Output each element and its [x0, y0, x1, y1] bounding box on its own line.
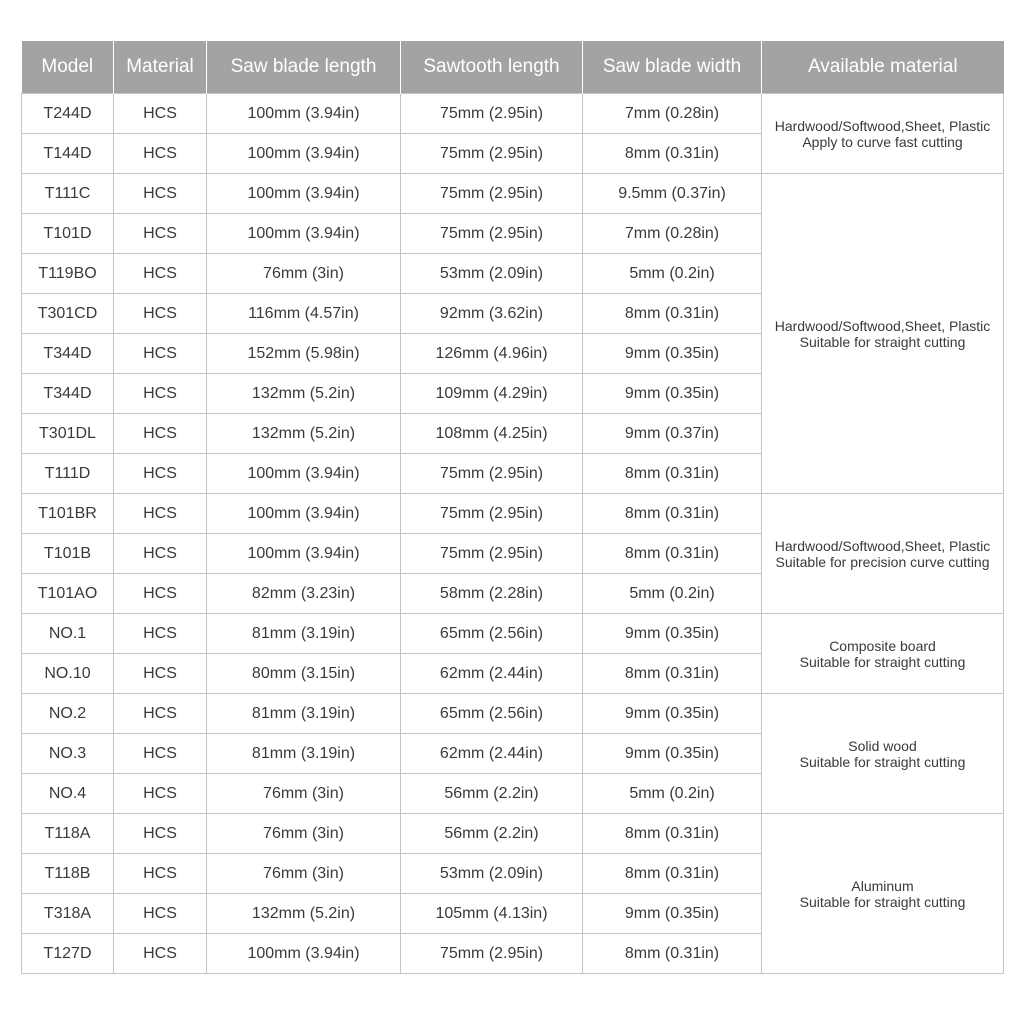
table-body — [22, 94, 1004, 974]
cell-model: T344D — [22, 334, 114, 374]
cell-material: HCS — [114, 694, 207, 734]
cell-blade-length: 100mm (3.94in) — [207, 174, 401, 214]
cell-material: HCS — [114, 734, 207, 774]
cell-blade-width: 8mm (0.31in) — [583, 134, 762, 174]
cell-blade-width: 5mm (0.2in) — [583, 774, 762, 814]
cell-blade-width: 9mm (0.35in) — [583, 614, 762, 654]
cell-sawtooth-length: 75mm (2.95in) — [401, 934, 583, 974]
cell-blade-length: 100mm (3.94in) — [207, 454, 401, 494]
available-material-line: Hardwood/Softwood,Sheet, Plastic — [774, 537, 991, 554]
cell-blade-length: 132mm (5.2in) — [207, 894, 401, 934]
cell-blade-width: 7mm (0.28in) — [583, 94, 762, 134]
header-available-material: Available material — [762, 41, 1004, 94]
cell-blade-width: 8mm (0.31in) — [583, 534, 762, 574]
cell-blade-length: 132mm (5.2in) — [207, 414, 401, 454]
cell-material: HCS — [114, 614, 207, 654]
cell-model: T344D — [22, 374, 114, 414]
cell-model: T111C — [22, 174, 114, 214]
cell-material: HCS — [114, 254, 207, 294]
available-material-line: Suitable for straight cutting — [799, 753, 966, 770]
table-row — [22, 694, 1004, 734]
cell-blade-length: 80mm (3.15in) — [207, 654, 401, 694]
cell-sawtooth-length: 62mm (2.44in) — [401, 734, 583, 774]
cell-model: T119BO — [22, 254, 114, 294]
available-material-line: Suitable for straight cutting — [799, 333, 966, 350]
cell-blade-width: 9mm (0.35in) — [583, 374, 762, 414]
cell-blade-width: 5mm (0.2in) — [583, 254, 762, 294]
cell-sawtooth-length: 92mm (3.62in) — [401, 294, 583, 334]
available-material-cell — [762, 174, 1004, 494]
available-material-cell — [762, 94, 1004, 174]
header-model: Model — [22, 41, 114, 94]
cell-blade-length: 82mm (3.23in) — [207, 574, 401, 614]
cell-model: T318A — [22, 894, 114, 934]
cell-model: T301CD — [22, 294, 114, 334]
cell-sawtooth-length: 53mm (2.09in) — [401, 854, 583, 894]
cell-blade-length: 76mm (3in) — [207, 254, 401, 294]
cell-blade-width: 9mm (0.35in) — [583, 694, 762, 734]
cell-model: NO.2 — [22, 694, 114, 734]
cell-model: T244D — [22, 94, 114, 134]
cell-model: T101AO — [22, 574, 114, 614]
cell-sawtooth-length: 58mm (2.28in) — [401, 574, 583, 614]
cell-blade-width: 9mm (0.35in) — [583, 894, 762, 934]
cell-blade-width: 8mm (0.31in) — [583, 814, 762, 854]
cell-sawtooth-length: 75mm (2.95in) — [401, 534, 583, 574]
cell-sawtooth-length: 75mm (2.95in) — [401, 454, 583, 494]
cell-material: HCS — [114, 574, 207, 614]
cell-material: HCS — [114, 494, 207, 534]
cell-model: T101D — [22, 214, 114, 254]
cell-blade-length: 81mm (3.19in) — [207, 614, 401, 654]
cell-model: T101BR — [22, 494, 114, 534]
cell-material: HCS — [114, 174, 207, 214]
cell-material: HCS — [114, 334, 207, 374]
available-material-cell — [762, 494, 1004, 614]
cell-material: HCS — [114, 534, 207, 574]
available-material-cell — [762, 694, 1004, 814]
cell-blade-width: 8mm (0.31in) — [583, 294, 762, 334]
available-material-line: Composite board — [829, 637, 936, 654]
cell-material: HCS — [114, 374, 207, 414]
cell-sawtooth-length: 75mm (2.95in) — [401, 94, 583, 134]
cell-blade-length: 132mm (5.2in) — [207, 374, 401, 414]
cell-model: T118B — [22, 854, 114, 894]
available-material-cell — [762, 814, 1004, 974]
cell-blade-length: 100mm (3.94in) — [207, 534, 401, 574]
cell-material: HCS — [114, 814, 207, 854]
cell-material: HCS — [114, 854, 207, 894]
cell-sawtooth-length: 75mm (2.95in) — [401, 134, 583, 174]
cell-blade-length: 100mm (3.94in) — [207, 934, 401, 974]
cell-blade-length: 76mm (3in) — [207, 774, 401, 814]
cell-sawtooth-length: 126mm (4.96in) — [401, 334, 583, 374]
cell-model: NO.3 — [22, 734, 114, 774]
available-material-line: Hardwood/Softwood,Sheet, Plastic — [774, 117, 991, 134]
cell-blade-width: 9mm (0.35in) — [583, 734, 762, 774]
cell-material: HCS — [114, 654, 207, 694]
table-row — [22, 94, 1004, 134]
header-saw-blade-length: Saw blade length — [207, 41, 401, 94]
cell-blade-width: 9.5mm (0.37in) — [583, 174, 762, 214]
available-material-line: Suitable for straight cutting — [799, 893, 966, 910]
header-row — [22, 41, 1004, 94]
cell-model: NO.4 — [22, 774, 114, 814]
cell-sawtooth-length: 56mm (2.2in) — [401, 774, 583, 814]
cell-sawtooth-length: 65mm (2.56in) — [401, 694, 583, 734]
cell-sawtooth-length: 53mm (2.09in) — [401, 254, 583, 294]
cell-blade-width: 7mm (0.28in) — [583, 214, 762, 254]
cell-blade-width: 9mm (0.35in) — [583, 334, 762, 374]
cell-blade-width: 5mm (0.2in) — [583, 574, 762, 614]
cell-sawtooth-length: 109mm (4.29in) — [401, 374, 583, 414]
cell-model: T144D — [22, 134, 114, 174]
cell-model: T127D — [22, 934, 114, 974]
cell-blade-width: 8mm (0.31in) — [583, 854, 762, 894]
available-material-line: Suitable for straight cutting — [799, 653, 966, 670]
spec-table — [21, 41, 1004, 974]
available-material-line: Hardwood/Softwood,Sheet, Plastic — [774, 317, 991, 334]
table-row — [22, 494, 1004, 534]
header-saw-blade-width: Saw blade width — [583, 41, 762, 94]
cell-material: HCS — [114, 894, 207, 934]
cell-sawtooth-length: 75mm (2.95in) — [401, 214, 583, 254]
cell-blade-width: 8mm (0.31in) — [583, 654, 762, 694]
cell-model: NO.1 — [22, 614, 114, 654]
cell-sawtooth-length: 75mm (2.95in) — [401, 174, 583, 214]
cell-material: HCS — [114, 214, 207, 254]
cell-model: T111D — [22, 454, 114, 494]
cell-sawtooth-length: 65mm (2.56in) — [401, 614, 583, 654]
cell-sawtooth-length: 75mm (2.95in) — [401, 494, 583, 534]
cell-blade-length: 100mm (3.94in) — [207, 214, 401, 254]
cell-material: HCS — [114, 454, 207, 494]
available-material-line: Suitable for precision curve cutting — [775, 553, 990, 570]
cell-material: HCS — [114, 414, 207, 454]
cell-sawtooth-length: 105mm (4.13in) — [401, 894, 583, 934]
cell-material: HCS — [114, 294, 207, 334]
cell-blade-length: 100mm (3.94in) — [207, 134, 401, 174]
cell-model: T101B — [22, 534, 114, 574]
cell-sawtooth-length: 56mm (2.2in) — [401, 814, 583, 854]
cell-sawtooth-length: 108mm (4.25in) — [401, 414, 583, 454]
cell-blade-length: 100mm (3.94in) — [207, 494, 401, 534]
cell-blade-length: 81mm (3.19in) — [207, 694, 401, 734]
cell-material: HCS — [114, 774, 207, 814]
cell-blade-width: 8mm (0.31in) — [583, 934, 762, 974]
cell-blade-length: 76mm (3in) — [207, 814, 401, 854]
cell-material: HCS — [114, 94, 207, 134]
available-material-line: Aluminum — [851, 877, 914, 894]
cell-blade-width: 8mm (0.31in) — [583, 454, 762, 494]
cell-blade-width: 9mm (0.37in) — [583, 414, 762, 454]
cell-model: NO.10 — [22, 654, 114, 694]
cell-sawtooth-length: 62mm (2.44in) — [401, 654, 583, 694]
available-material-line: Apply to curve fast cutting — [802, 133, 963, 150]
header-material: Material — [114, 41, 207, 94]
header-sawtooth-length: Sawtooth length — [401, 41, 583, 94]
cell-blade-length: 152mm (5.98in) — [207, 334, 401, 374]
table-row — [22, 174, 1004, 214]
cell-blade-length: 100mm (3.94in) — [207, 94, 401, 134]
cell-blade-width: 8mm (0.31in) — [583, 494, 762, 534]
cell-blade-length: 116mm (4.57in) — [207, 294, 401, 334]
cell-model: T118A — [22, 814, 114, 854]
cell-blade-length: 76mm (3in) — [207, 854, 401, 894]
table-row — [22, 614, 1004, 654]
cell-material: HCS — [114, 134, 207, 174]
available-material-cell — [762, 614, 1004, 694]
available-material-line: Solid wood — [848, 737, 917, 754]
cell-material: HCS — [114, 934, 207, 974]
cell-blade-length: 81mm (3.19in) — [207, 734, 401, 774]
cell-model: T301DL — [22, 414, 114, 454]
table-row — [22, 814, 1004, 854]
